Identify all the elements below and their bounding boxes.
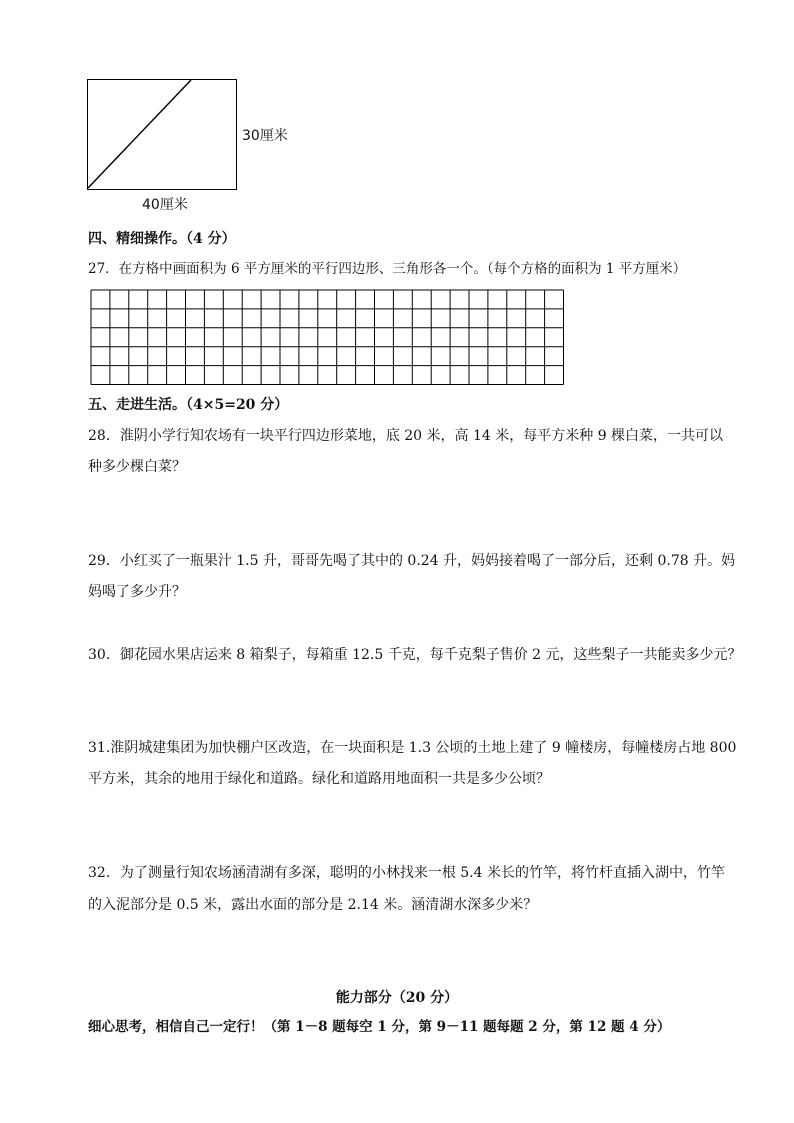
question-29-line1: 29．小红买了一瓶果汁 1.5 升，哥哥先喝了其中的 0.24 升，妈妈接着喝了一部分后，还剩 0.78 升。妈: [88, 553, 736, 569]
ability-instruction: 细心思考，相信自己一定行！（第 1－8 题每空 1 分，第 9－11 题每题 2 分，第 12 题 4 分）: [88, 1019, 671, 1035]
section4-heading: 四、精细操作。（4 分）: [88, 231, 236, 247]
diagonal-line: [87, 79, 237, 190]
question-32-line1: 32．为了测量行知农场涵清湖有多深，聪明的小林找来一根 5.4 米长的竹竿，将竹杆直插入湖中，竹竿: [88, 865, 725, 881]
question-28-line2: 种多少棵白菜？: [88, 459, 186, 475]
question-28-line1: 28．淮阴小学行知农场有一块平行四边形菜地，底 20 米，高 14 米，每平方米种 9 棵白菜，一共可以: [88, 428, 724, 444]
width-label: 40厘米: [142, 197, 188, 213]
height-label: 30厘米: [242, 128, 288, 144]
section5-heading: 五、走进生活。（4×5=20 分）: [88, 397, 289, 413]
ability-title: 能力部分（20 分）: [335, 990, 459, 1006]
question-32-line2: 的入泥部分是 0.5 米，露出水面的部分是 2.14 米。涵清湖水深多少米？: [88, 897, 538, 913]
square-grid: [90, 289, 564, 385]
rectangle-figure: [87, 79, 237, 190]
question-27: 27．在方格中画面积为 6 平方厘米的平行四边形、三角形各一个。（每个方格的面积为 1 平方厘米）: [88, 261, 687, 277]
question-29-line2: 妈喝了多少升？: [88, 584, 186, 600]
question-30: 30．御花园水果店运来 8 箱梨子，每箱重 12.5 千克，每千克梨子售价 2 元，这些梨子一共能卖多少元？: [88, 647, 742, 663]
question-31-line1: 31.淮阴城建集团为加快棚户区改造，在一块面积是 1.3 公顷的土地上建了 9 幢楼房，每幢楼房占地 800: [88, 740, 737, 756]
question-31-line2: 平方米，其余的地用于绿化和道路。绿化和道路用地面积一共是多少公顷？: [88, 771, 550, 787]
